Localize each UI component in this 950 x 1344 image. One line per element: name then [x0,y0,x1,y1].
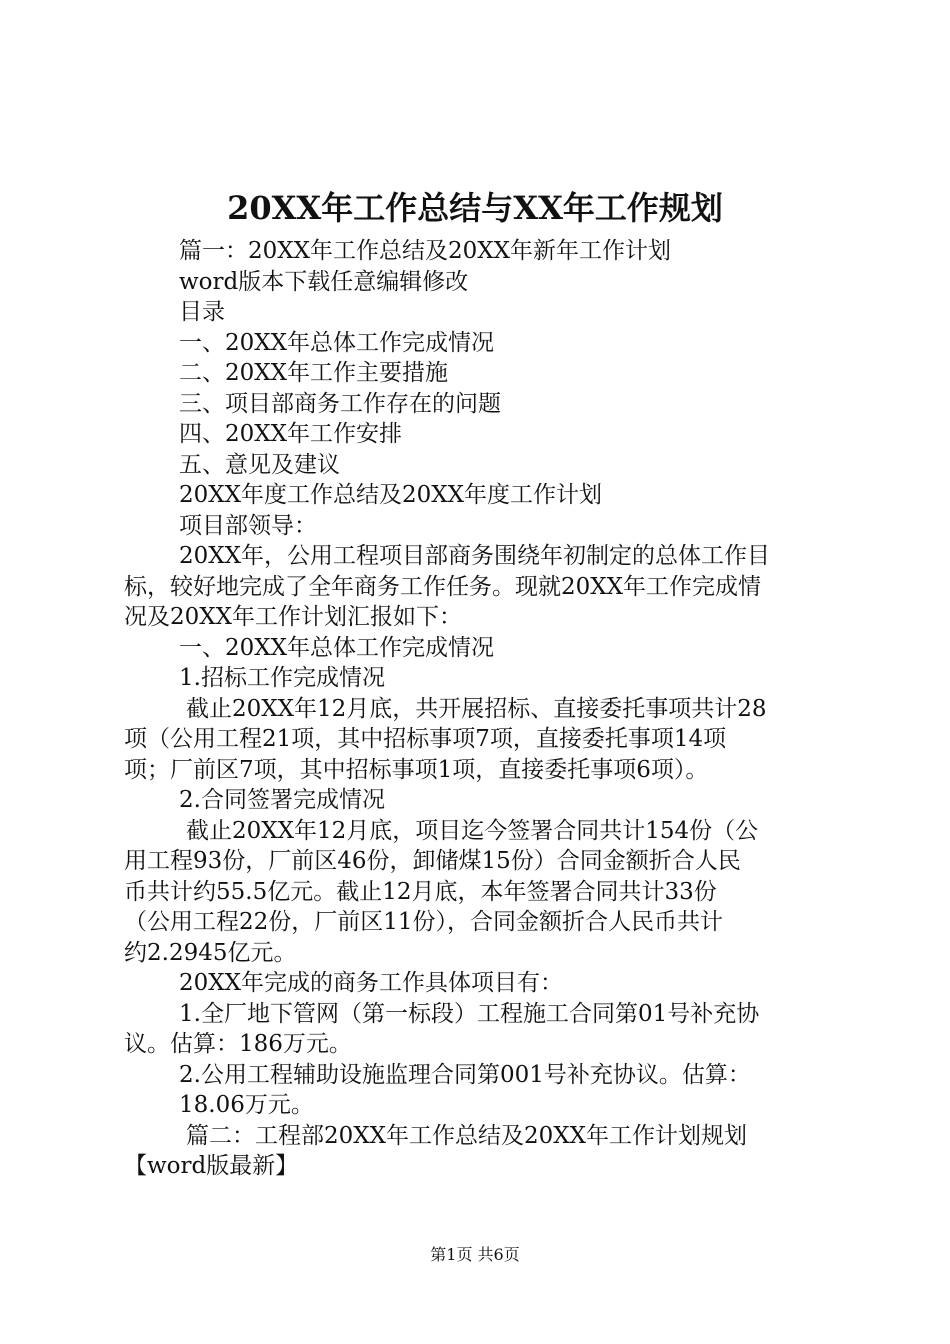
paragraph-line: 20XX年完成的商务工作具体项目有： [179,970,564,996]
list-item-continued: 议。估算：186万元。 [124,1031,352,1057]
document-body [124,236,832,1182]
text-line: 项目部领导： [179,512,317,539]
paragraph-line: 截止20XX年12月底，共开展招标、直接委托事项共计28 [186,695,767,722]
paragraph-line: 用工程93份，厂前区46份，卸储煤15份）合同金额折合人民 [124,848,741,874]
subsection-heading: 一、20XX年总体工作完成情况 [179,634,495,661]
page-footer: 第1页 共6页 [430,1245,520,1264]
paragraph-line: 项；厂前区7项，其中招标事项1项，直接委托事项6项）。 [124,756,709,783]
text-line: 20XX年度工作总结及20XX年度工作计划 [179,482,603,508]
subsection-heading: 2.合同签署完成情况 [179,787,385,813]
section-heading: 篇一：20XX年工作总结及20XX年新年工作计划 [179,238,672,264]
paragraph-line: 币共计约55.5亿元。截止12月底，本年签署合同共计33份 [124,878,717,905]
list-item: 1.全厂地下管网（第一标段）工程施工合同第01号补充协 [179,1000,760,1027]
section-heading-continued: 【word版最新】 [124,1153,299,1179]
toc-item: 三、项目部商务工作存在的问题 [179,390,501,417]
paragraph-line: 况及20XX年工作计划汇报如下： [124,604,463,630]
paragraph-line: 标，较好地完成了全年商务工作任务。现就20XX年工作完成情 [124,573,762,600]
toc-item: 一、20XX年总体工作完成情况 [179,329,495,356]
section-heading: 篇二：工程部20XX年工作总结及20XX年工作计划规划 [186,1122,748,1149]
paragraph-line: 20XX年，公用工程项目部商务围绕年初制定的总体工作目 [179,543,771,569]
paragraph-line: 项（公用工程21项，其中招标事项7项，直接委托事项14项 [124,726,727,752]
paragraph-line: （公用工程22份，厂前区11份），合同金额折合人民币共计 [124,909,724,935]
toc-item: 五、意见及建议 [179,451,340,478]
toc-item: 二、20XX年工作主要措施 [179,360,449,386]
toc-item: 四、20XX年工作安排 [179,421,403,447]
paragraph-line: 约2.2945亿元。 [124,939,297,966]
list-item: 2.公用工程辅助设施监理合同第001号补充协议。估算： [179,1061,751,1088]
subsection-heading: 1.招标工作完成情况 [179,665,385,691]
toc-heading: 目录 [179,299,225,325]
document-title: 20XX年工作总结与XX年工作规划 [227,189,723,227]
paragraph-line: 截止20XX年12月底，项目迄今签署合同共计154份（公 [186,817,759,844]
list-item-continued: 18.06万元。 [179,1092,314,1118]
text-line: word版本下载任意编辑修改 [179,268,469,295]
